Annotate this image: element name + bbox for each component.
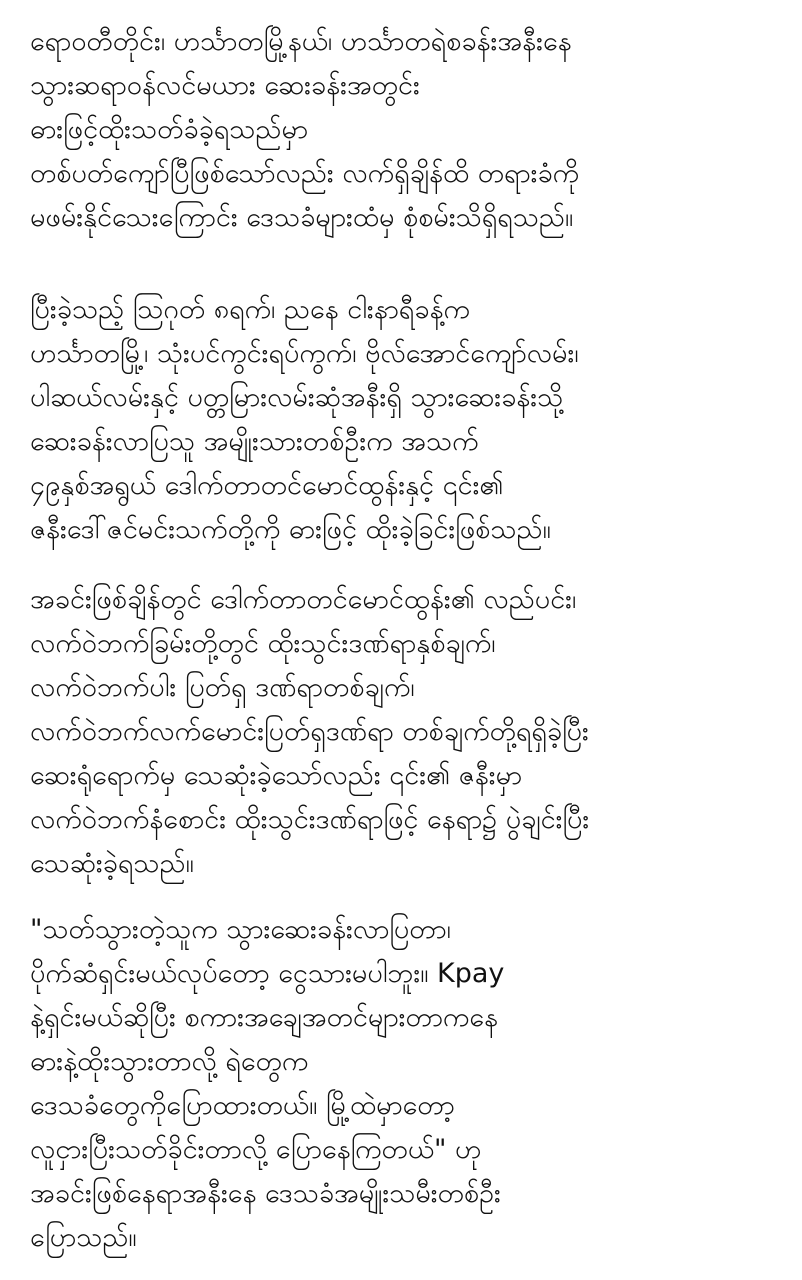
paragraph-line: ပါဆယ်လမ်းနှင့် ပတ္တမြားလမ်းဆုံအနီးရှိ သွားဆေးခန်းသို့: [30, 382, 564, 413]
paragraph-line: ဆေးခန်းလာပြသူ အမျိုးသားတစ်ဦးက အသက်: [30, 426, 479, 457]
paragraph-line: မဖမ်းနိုင်သေးကြောင်း ဒေသခံများထံမှ စုံစမ်းသိရှိရသည်။: [30, 202, 574, 233]
paragraph-line: ဓားဖြင့်ထိုးသတ်ခံခဲ့ရသည်မှာ: [30, 114, 309, 145]
paragraph-line: "သတ်သွားတဲ့သူက သွားဆေးခန်းလာပြတာ၊: [30, 914, 451, 945]
paragraph-line: ဇနီးဒေါ်ဇင်မင်းသက်တို့ကို ဓားဖြင့် ထိုးခဲ့ခြင်းဖြစ်သည်။: [30, 514, 551, 545]
paragraph-line: ၄၉နှစ်အရွယ် ဒေါက်တာတင်မောင်ထွန်းနှင့် ၎င်း၏: [30, 470, 504, 501]
paragraph-line: ဓားနဲ့ထိုးသွားတာလို့ ရဲတွေက: [30, 1046, 309, 1077]
paragraph-line: အခင်းဖြစ်ချိန်တွင် ဒေါက်တာတင်မောင်ထွန်း၏ လည်ပင်း၊: [30, 584, 577, 615]
paragraph-2: [30, 288, 579, 552]
paragraph-3: [30, 578, 589, 886]
paragraph-line: ပြီးခဲ့သည့် ဩဂုတ် ၈ရက်၊ ညနေ ငါးနာရီခန့်က: [30, 294, 470, 325]
paragraph-line: တစ်ပတ်ကျော်ပြီဖြစ်သော်လည်း လက်ရှိချိန်ထိ တရားခံကို: [30, 158, 580, 189]
paragraph-line: လူငှားပြီးသတ်ခိုင်းတာလို့ ပြောနေကြတယ်" ဟု: [30, 1134, 482, 1165]
paragraph-line: အခင်းဖြစ်နေရာအနီးနေ ဒေသခံအမျိုးသမီးတစ်ဦး: [30, 1178, 501, 1209]
paragraph-line: ဒေသခံတွေကိုပြောထားတယ်။ မြို့ထဲမှာတော့: [30, 1090, 455, 1121]
paragraph-line: လက်ဝဲဘက်ပါး ပြတ်ရှ ဒဏ်ရာတစ်ချက်၊: [30, 672, 415, 703]
paragraph-line: လက်ဝဲဘက်ခြမ်းတို့တွင် ထိုးသွင်းဒဏ်ရာနှစ်ချက်၊: [30, 628, 496, 659]
paragraph-line: ဆေးရုံရောက်မှ သေဆုံးခဲ့သော်လည်း ၎င်း၏ ဇနီးမှာ: [30, 760, 523, 791]
paragraph-line: လက်ဝဲဘက်လက်မောင်းပြတ်ရှဒဏ်ရာ တစ်ချက်တို့ရရှိခဲ့ပြီး: [30, 716, 589, 747]
paragraph-line: ပိုက်ဆံရှင်းမယ်လုပ်တော့ ငွေသားမပါဘူး။ Kpay: [30, 958, 505, 989]
paragraph-4-quote: [30, 908, 504, 1260]
article-page: [30, 0, 790, 1280]
paragraph-line: ရောဝတီတိုင်း၊ ဟင်္သာတမြို့နယ်၊ ဟင်္သာတရဲစခန်းအနီးနေ: [30, 26, 572, 57]
paragraph-line: လက်ဝဲဘက်နံစောင်း ထိုးသွင်းဒဏ်ရာဖြင့် နေရာ၌ ပွဲချင်းပြီး: [30, 804, 590, 835]
paragraph-line: ပြောသည်။: [30, 1222, 137, 1253]
paragraph-1: [30, 20, 579, 240]
paragraph-line: သွားဆရာဝန်လင်မယား ဆေးခန်းအတွင်း: [30, 70, 420, 101]
paragraph-line: သေဆုံးခဲ့ရသည်။: [30, 848, 194, 879]
paragraph-line: ဟင်္သာတမြို့၊ သုံးပင်ကွင်းရပ်ကွက်၊ ဗိုလ်အောင်ကျော်လမ်း၊: [30, 338, 579, 369]
paragraph-line: နဲ့ရှင်းမယ်ဆိုပြီး စကားအချေအတင်များတာကနေ: [30, 1002, 498, 1033]
